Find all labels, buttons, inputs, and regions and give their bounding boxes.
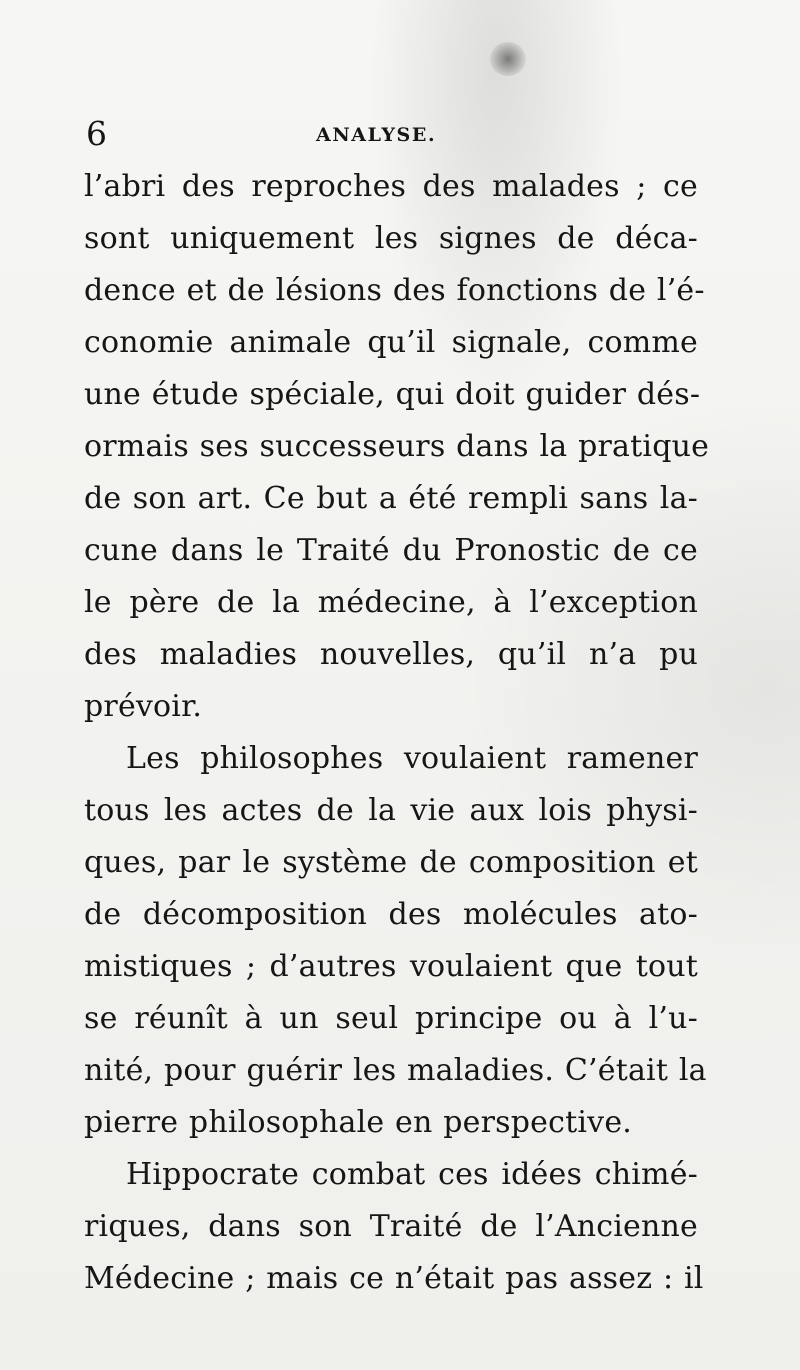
body-text bbox=[84, 161, 710, 1305]
text-line: une étude spéciale, qui doit guider dés- bbox=[84, 377, 701, 412]
text-line: Médecine ; mais ce n’était pas assez : il bbox=[84, 1261, 704, 1296]
text-line: cune dans le Traité du Pronostic de ce bbox=[84, 533, 698, 568]
text-line: riques, dans son Traité de l’Ancienne bbox=[84, 1209, 698, 1244]
text-line: l’abri des reproches des malades ; ce bbox=[84, 169, 698, 204]
ink-smudge bbox=[490, 42, 526, 76]
text-line: pierre philosophale en perspective. bbox=[84, 1105, 633, 1140]
running-head: ANALYSE. bbox=[316, 124, 437, 146]
text-line: Les philosophes voulaient ramener bbox=[126, 741, 698, 776]
text-line: se réunît à un seul principe ou à l’u- bbox=[84, 1001, 698, 1036]
text-line: des maladies nouvelles, qu’il n’a pu bbox=[84, 637, 698, 672]
text-line: de son art. Ce but a été rempli sans la- bbox=[84, 481, 698, 516]
text-line: sont uniquement les signes de déca- bbox=[84, 221, 698, 256]
text-line: dence et de lésions des fonctions de l’é- bbox=[84, 273, 705, 308]
text-line: de décomposition des molécules ato- bbox=[84, 897, 698, 932]
text-line: ques, par le système de composition et bbox=[84, 845, 698, 880]
text-line: ormais ses successeurs dans la pratique bbox=[84, 429, 710, 464]
text-line: tous les actes de la vie aux lois physi- bbox=[84, 793, 698, 828]
text-line: conomie animale qu’il signale, comme bbox=[84, 325, 698, 360]
page-number: 6 bbox=[86, 114, 108, 153]
text-line: mistiques ; d’autres voulaient que tout bbox=[84, 949, 698, 984]
page-header bbox=[86, 114, 700, 154]
text-line: Hippocrate combat ces idées chimé- bbox=[126, 1157, 698, 1192]
text-line: prévoir. bbox=[84, 689, 203, 724]
text-line: le père de la médecine, à l’exception bbox=[84, 585, 698, 620]
text-line: nité, pour guérir les maladies. C’était la bbox=[84, 1053, 707, 1088]
